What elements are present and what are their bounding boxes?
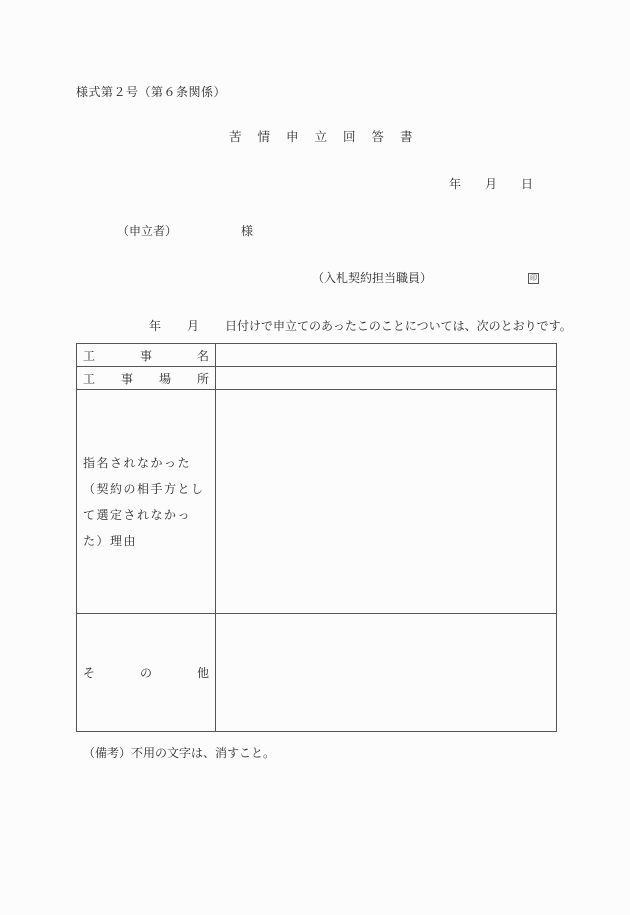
value-construction-name[interactable] [216,344,557,367]
official-line [312,272,539,284]
date-year-label: 年 [449,177,462,191]
table-row-construction-name [77,344,557,367]
table-row-other [77,614,557,732]
date-month-label: 月 [485,177,498,191]
table-row-reason [77,390,557,614]
label-char: の [139,666,152,680]
body-year-label: 年 [149,319,162,333]
label-char: 他 [196,666,209,680]
applicant-line [117,225,253,237]
form-number: 様式第２号（第６条関係） [76,85,227,99]
applicant-label: （申立者） [117,224,178,238]
label-char: 名 [196,348,209,363]
date-day-label: 日 [521,177,534,191]
body-text: 日付けで申立てのあったこのことについては、次のとおりです。 [225,319,572,333]
body-month-label: 月 [187,319,200,333]
applicant-honorific: 様 [241,224,254,238]
reason-label-text: 指名されなかった（契約の相手方として選定されなかった）理由 [83,455,205,548]
value-construction-location[interactable] [216,367,557,390]
label-char: 事 [139,348,152,363]
seal-icon: 印 [530,274,538,282]
label-construction-location [77,367,216,390]
document-title: 苦情申立回答書 [229,129,429,144]
label-reason [77,390,216,614]
body-text-line [149,320,572,332]
table-row-construction-location [77,367,557,390]
label-other [77,614,216,732]
label-char: 工 [83,371,96,386]
value-reason[interactable] [216,390,557,614]
value-other[interactable] [216,614,557,732]
response-form-table [76,343,557,732]
label-char: 場 [158,371,171,386]
label-char: 工 [83,348,96,363]
label-construction-name [77,344,216,367]
remarks-note: （備考）不用の文字は、消すこと。 [83,746,276,760]
label-char: 所 [196,371,209,386]
date-line [449,178,533,190]
label-char: 事 [120,371,133,386]
official-label: （入札契約担当職員） [312,271,433,285]
label-char: そ [83,666,96,680]
